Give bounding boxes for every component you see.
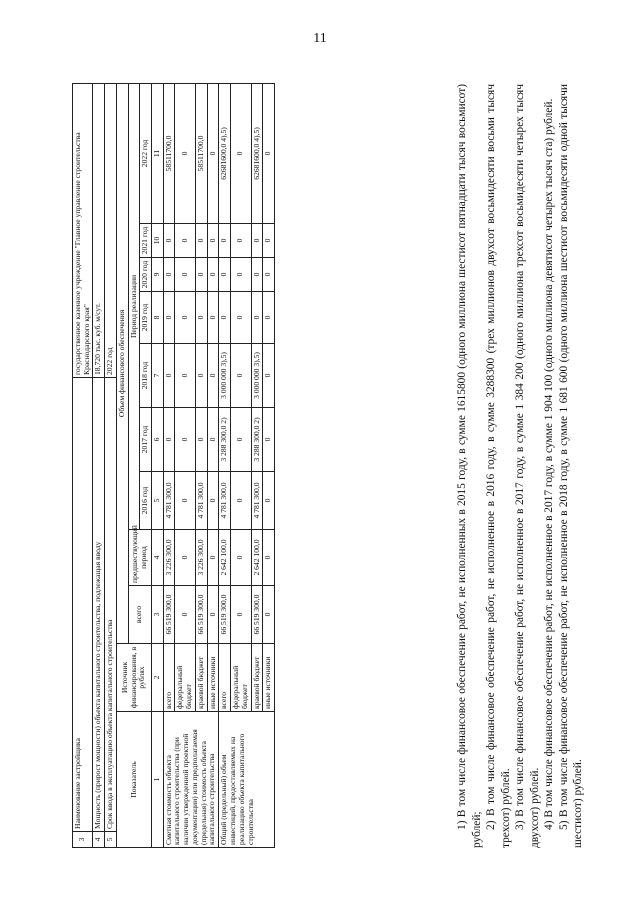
indicator-header: Показатель <box>116 712 151 848</box>
value-cell: 0 <box>207 586 219 644</box>
value-cell: 0 <box>175 408 195 472</box>
column-number: 9 <box>152 258 164 292</box>
value-cell: 0 <box>263 344 275 408</box>
value-cell: 3 288 300,0 2) <box>251 408 263 472</box>
value-cell: 0 <box>163 292 175 344</box>
column-number: 5 <box>152 472 164 530</box>
value-cell: 0 <box>231 472 251 530</box>
source-cell: всего <box>163 644 175 712</box>
value-cell: 66 519 300,0 <box>251 586 263 644</box>
info-row-number: 5 <box>105 832 117 848</box>
column-numbers-row <box>152 83 164 847</box>
info-row <box>105 84 117 848</box>
column-number: 4 <box>152 530 164 586</box>
value-cell: 0 <box>263 408 275 472</box>
rotated-content <box>0 60 640 880</box>
value-cell: 0 <box>231 530 251 586</box>
source-cell: федеральный бюджет <box>231 644 251 712</box>
info-table <box>72 83 117 848</box>
value-cell: 0 <box>207 530 219 586</box>
source-cell: иные источники <box>207 644 219 712</box>
column-number: 6 <box>152 408 164 472</box>
column-number: 1 <box>152 712 164 848</box>
footnote: 4) В том числе финансовое обеспечение работ, не исполненное в 2017 году, в сумме 1 904 100 (одного миллиона девятисот четырех тысяч ста) рублей. <box>543 98 555 830</box>
footnotes <box>455 84 586 848</box>
year-header: 2020 год <box>140 258 152 292</box>
value-cell: 0 <box>231 586 251 644</box>
column-number: 8 <box>152 292 164 344</box>
value-cell: 3 226 300,0 <box>195 530 207 586</box>
value-cell: 0 <box>263 586 275 644</box>
value-cell: 66 519 300,0 <box>219 586 231 644</box>
value-cell: 0 <box>219 224 231 258</box>
value-cell: 0 <box>231 258 251 292</box>
year-header: 2016 год <box>140 472 152 530</box>
value-cell: 0 <box>219 292 231 344</box>
year-header: 2022 год <box>140 83 152 223</box>
table-row <box>163 83 175 847</box>
total-header: всего <box>128 586 151 644</box>
value-cell: 0 <box>207 344 219 408</box>
value-cell: 62681600,0 4),5) <box>251 83 263 223</box>
column-number: 11 <box>152 83 164 223</box>
year-header: 2018 год <box>140 344 152 408</box>
info-row-label: Мощность (прирост мощности) объекта капитального строительства, подлежащая вводу <box>93 378 105 832</box>
value-cell: 3 000 000 3),5) <box>219 344 231 408</box>
table-wrapper <box>72 84 275 848</box>
info-row-value: государственное казенное учреждение "Главное управление строительства Краснодарского края" <box>73 84 93 378</box>
value-cell: 0 <box>175 530 195 586</box>
footnote: 1) В том числе финансовое обеспечение работ, не исполненных в 2015 году, в сумме 1615800 (одного миллиона шестисот пятнадцати тысяч восьмисот) рублей; <box>456 84 483 848</box>
indicator-cell: Общий (предельный) объем инвестиций, предоставляемых на реализацию объекта капитального строительства <box>219 712 275 848</box>
value-cell: 3 288 300,0 2) <box>219 408 231 472</box>
value-cell: 0 <box>195 258 207 292</box>
value-cell: 0 <box>251 292 263 344</box>
source-cell: всего <box>219 644 231 712</box>
value-cell: 0 <box>163 258 175 292</box>
value-cell: 0 <box>207 292 219 344</box>
value-cell: 0 <box>263 292 275 344</box>
info-row <box>73 84 93 848</box>
value-cell: 0 <box>175 292 195 344</box>
period-header: Период реализации <box>128 83 140 529</box>
value-cell: 0 <box>175 472 195 530</box>
value-cell: 0 <box>263 224 275 258</box>
financing-table <box>116 83 275 848</box>
value-cell: 0 <box>207 224 219 258</box>
column-number: 10 <box>152 224 164 258</box>
value-cell: 0 <box>231 344 251 408</box>
value-cell: 0 <box>163 408 175 472</box>
value-cell: 0 <box>251 224 263 258</box>
info-row-label: Срок ввода в эксплуатацию объекта капитального строительства <box>105 378 117 832</box>
footnote: 5) В том числе финансовое обеспечение работ, не исполненное в 2018 году, в сумме 1 681 600 (одного миллиона шестисот восьмидесяти одной тысячи шестисот) рублей. <box>557 84 584 848</box>
value-cell: 0 <box>195 344 207 408</box>
value-cell: 0 <box>195 292 207 344</box>
year-header: 2017 год <box>140 408 152 472</box>
value-cell: 2 642 100,0 <box>219 530 231 586</box>
year-header: 2019 год <box>140 292 152 344</box>
header-row-1 <box>116 83 128 847</box>
column-number: 3 <box>152 586 164 644</box>
info-row-number: 3 <box>73 832 93 848</box>
page-number: 11 <box>313 31 327 46</box>
column-number: 2 <box>152 644 164 712</box>
value-cell: 0 <box>263 472 275 530</box>
value-cell: 0 <box>207 258 219 292</box>
value-cell: 2 642 100,0 <box>251 530 263 586</box>
info-row-value: 18,720 тыс. куб. м/сут. <box>93 84 105 378</box>
volume-header: Объем финансового обеспечения <box>116 83 128 643</box>
info-row-value: 2022 год <box>105 84 117 378</box>
value-cell: 0 <box>175 83 195 223</box>
value-cell: 4 781 300,0 <box>219 472 231 530</box>
value-cell: 3 226 300,0 <box>163 530 175 586</box>
value-cell: 0 <box>175 224 195 258</box>
value-cell: 3 000 000 3),5) <box>251 344 263 408</box>
value-cell: 0 <box>207 408 219 472</box>
footnote: 3) В том числе финансовое обеспечение работ, не исполненное в 2017 году, в сумме 1 384 200 (одного миллиона трехсот восьмидесяти четырех тысяч двухсот) рублей. <box>514 84 541 848</box>
info-row-label: Наименование застройщика <box>73 378 93 832</box>
previous-period-header: предшествующий период <box>128 530 151 586</box>
value-cell: 0 <box>175 258 195 292</box>
source-cell: федеральный бюджет <box>175 644 195 712</box>
footnote: 2) В том числе финансовое обеспечение работ, не исполненное в 2016 году, в сумме 3288300 (трех миллионов двухсот восьмидесяти восьми тысяч трехсот) рублей. <box>485 84 512 848</box>
source-cell: краевой бюджет <box>195 644 207 712</box>
value-cell: 0 <box>175 344 195 408</box>
value-cell: 0 <box>219 258 231 292</box>
value-cell: 66 519 300,0 <box>163 586 175 644</box>
value-cell: 62681600,0 4),5) <box>219 83 231 223</box>
source-cell: иные источники <box>263 644 275 712</box>
value-cell: 4 781 300,0 <box>163 472 175 530</box>
value-cell: 58511700,0 <box>195 83 207 223</box>
value-cell: 0 <box>195 408 207 472</box>
value-cell: 0 <box>231 224 251 258</box>
value-cell: 0 <box>195 224 207 258</box>
value-cell: 4 781 300,0 <box>195 472 207 530</box>
value-cell: 0 <box>251 258 263 292</box>
value-cell: 4 781 300,0 <box>251 472 263 530</box>
value-cell: 58511700,0 <box>163 83 175 223</box>
info-row-number: 4 <box>93 832 105 848</box>
source-header: Источник финансирования, в рублях <box>116 644 151 712</box>
year-header: 2021 год <box>140 224 152 258</box>
value-cell: 0 <box>207 83 219 223</box>
value-cell: 66 519 300,0 <box>195 586 207 644</box>
source-cell: краевой бюджет <box>251 644 263 712</box>
value-cell: 0 <box>263 258 275 292</box>
column-number: 7 <box>152 344 164 408</box>
value-cell: 0 <box>231 83 251 223</box>
value-cell: 0 <box>231 408 251 472</box>
table-row <box>219 83 231 847</box>
value-cell: 0 <box>175 586 195 644</box>
indicator-cell: Сметная стоимость объекта капитального строительства (при наличии утвержденной проектной документации) или предполагаемая (предельная) стоимость объекта капитального строительства <box>163 712 219 848</box>
value-cell: 0 <box>263 530 275 586</box>
info-row <box>93 84 105 848</box>
value-cell: 0 <box>163 344 175 408</box>
value-cell: 0 <box>231 292 251 344</box>
value-cell: 0 <box>207 472 219 530</box>
value-cell: 0 <box>163 224 175 258</box>
value-cell: 0 <box>263 83 275 223</box>
